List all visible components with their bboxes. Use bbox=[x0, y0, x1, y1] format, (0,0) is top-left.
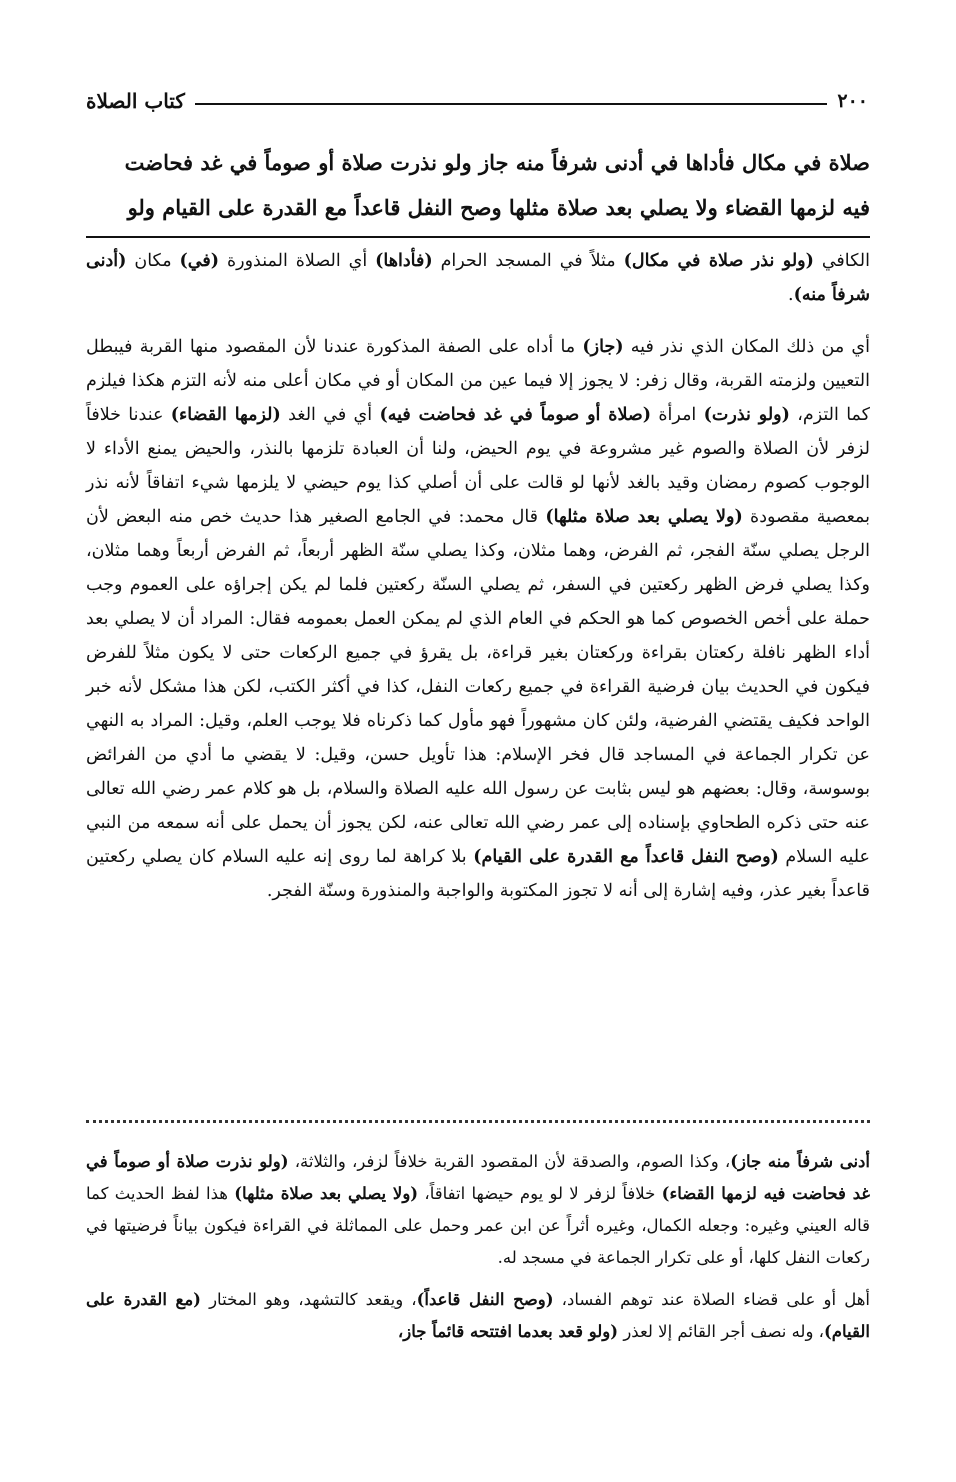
bold-quote: (ولو قعد بعدما افتتحه قائماً جاز، bbox=[397, 1322, 619, 1341]
commentary-body bbox=[86, 330, 870, 908]
bold-quote: (ولو نذرت) bbox=[703, 405, 790, 425]
text-run: . bbox=[787, 285, 794, 305]
bold-quote: (وصح النفل قاعداً) bbox=[416, 1290, 554, 1309]
page-number: ٢٠٠ bbox=[837, 90, 868, 112]
dotted-separator bbox=[86, 1120, 870, 1127]
bold-quote: (فأداها) bbox=[375, 251, 433, 271]
text-run: أي في الغد bbox=[280, 405, 380, 425]
text-run: قال محمد: في الجامع الصغير هذا حديث خص منه البعض لأن الرجل يصلي سنّة الفجر، ثم الفرض، وهما مثلان، وكذا يصلي سنّة الظهر أربعاً، ثم الفرض أربعاً وهما مثلان، وكذا يصلي فرض الظهر ركعتين في السفر، ثم يصلي السنّة ركعتين فلما لم يكن إجراؤه على العموم وجب حملة على أخص الخصوص كما هو الحكم في العام الذي لم يمكن العمل بعمومه فقال: المراد أن لا يصلي بعد أداء الظهر نافلة ركعتان بقراءة وركعتان بغير قراءة، بل يقرؤ في جميع الركعات حتى لا يكون مثلاً للفرض فيكون في الحديث بيان فرضية القراءة في جميع ركعات النفل، كذا في أكثر الكتب، لكن هذا مشكل لأنه خبر الواحد فكيف يقتضي الفرضية، ولئن كان مشهوراً فهو مأول كما ذكرناه فلا يوجب العلم، وقيل: المراد به النهي عن تكرار الجماعة في المساجد قال فخر الإسلام: هذا تأويل حسن، وقيل: لا يقضي ما أدي من الفرائض بوسوسة، وقال: بعضهم هو ليس بثابت عن رسول الله عليه الصلاة والسلام، بل هو كلام عمر رضي الله تعالى عنه حتى ذكره الطحاوي بإسناده إلى عمر رضي الله تعالى عنه، لكن يجوز أن يحمل على أنه سمعه من النبي عليه السلام bbox=[86, 507, 870, 867]
text-run: أهل أو على قضاء الصلاة عند توهم الفساد، bbox=[553, 1290, 870, 1309]
text-run: أي الصلاة المنذورة bbox=[219, 251, 376, 271]
bold-quote: (في) bbox=[179, 251, 220, 271]
bold-quote: (أدنى شرفاً منه) bbox=[86, 251, 870, 305]
commentary-intro bbox=[86, 244, 870, 312]
page-header bbox=[86, 86, 868, 116]
text-run: ، وكذا الصوم، والصدقة لأن المقصود القربة خلافاً لزفر، والثلاثة، bbox=[288, 1152, 731, 1171]
text-run: أي من ذلك المكان الذي نذر فيه bbox=[623, 337, 870, 357]
text-run: خلافاً لزفر لا لو يوم حيضها اتفاقاً، bbox=[418, 1184, 662, 1203]
matn-line: فيه لزمها القضاء ولا يصلي بعد صلاة مثلها وصح النفل قاعداً مع القدرة على القيام ولو bbox=[127, 195, 870, 220]
matn-line: صلاة في مكال فأداها في أدنى شرفاً منه جاز ولو نذرت صلاة أو صوماً في غد فحاضت bbox=[124, 150, 870, 175]
bold-quote: أدنى شرفاً منه جاز) bbox=[730, 1152, 870, 1171]
bold-quote: (ولو نذر صلاة في مكال) bbox=[623, 251, 814, 271]
gloss-paragraph bbox=[86, 1146, 870, 1274]
book-title: كتاب الصلاة bbox=[86, 89, 185, 113]
text-run: عندنا خلافاً لزفر لأن الصلاة والصوم غير مشروعة في يوم الحيض، ولنا أن العبادة تلزمها بالنذر، والحيض يمنع الأداء لا الوجوب كصوم رمضان وقيد بالغد لأنها لو قالت على أن أصلي كذا يوم حيضي لا يلزمها شيء اتفاقاً لأنه نذر بمعصية مقصودة bbox=[86, 405, 871, 527]
text-run: مكان bbox=[126, 251, 180, 271]
text-run: ما أداه على الصفة المذكورة عندنا لأن المقصود منها القربة فيبطل التعيين ولزمته القربة، وقال زفر: لا يجوز إلا فيما عين من المكان أو في مكان أعلى منه لأنه التزم هكذا فيلزم كما التزم، bbox=[86, 337, 870, 425]
footnote-gloss bbox=[86, 1146, 870, 1348]
text-run: مثلاً في المسجد الحرام bbox=[432, 251, 624, 271]
bold-quote: (جاز) bbox=[582, 337, 624, 357]
header-rule bbox=[195, 103, 828, 105]
gloss-paragraph bbox=[86, 1284, 870, 1348]
bold-quote: (ولو نذرت صلاة أو صوماً في غد فحاضت فيه لزمها القضاء) bbox=[86, 1152, 870, 1203]
text-run: امرأة bbox=[651, 405, 704, 425]
section-divider bbox=[86, 236, 870, 238]
bold-quote: (وصح النفل قاعداً مع القدرة على القيام) bbox=[473, 847, 779, 867]
text-run: ، وله نصف أجر القائم إلا لعذر bbox=[618, 1322, 824, 1341]
text-run: بلا كراهة لما روى إنه عليه السلام كان يصلي ركعتين قاعداً بغير عذر، وفيه إشارة إلى أنه لا تجوز المكتوبة والواجبة والمنذورة وسنّة الفجر. bbox=[86, 847, 870, 901]
bold-quote: (ولا يصلي بعد صلاة مثلها) bbox=[234, 1184, 419, 1203]
bold-quote: (ولا يصلي بعد صلاة مثلها) bbox=[545, 507, 743, 527]
bold-quote: (صلاة أو صوماً في غد فحاضت فيه) bbox=[379, 405, 652, 425]
text-run: الكافي bbox=[813, 251, 870, 271]
text-run: ، ويقعد كالتشهد، وهو المختار bbox=[200, 1290, 417, 1309]
matn-text bbox=[86, 140, 870, 230]
text-run: هذا لفظ الحديث كما قاله العيني وغيره: وجعله الكمال، وغيره أثراً عن ابن عمر وحمل على المماثلة في القراءة فيكون بياناً فرضيتها في ركعات النفل كلها، أو على تكرار الجماعة في مسجد له. bbox=[86, 1184, 870, 1267]
bold-quote: (مع القدرة على القيام) bbox=[86, 1290, 870, 1341]
commentary bbox=[86, 244, 870, 908]
bold-quote: (لزمها القضاء) bbox=[170, 405, 281, 425]
